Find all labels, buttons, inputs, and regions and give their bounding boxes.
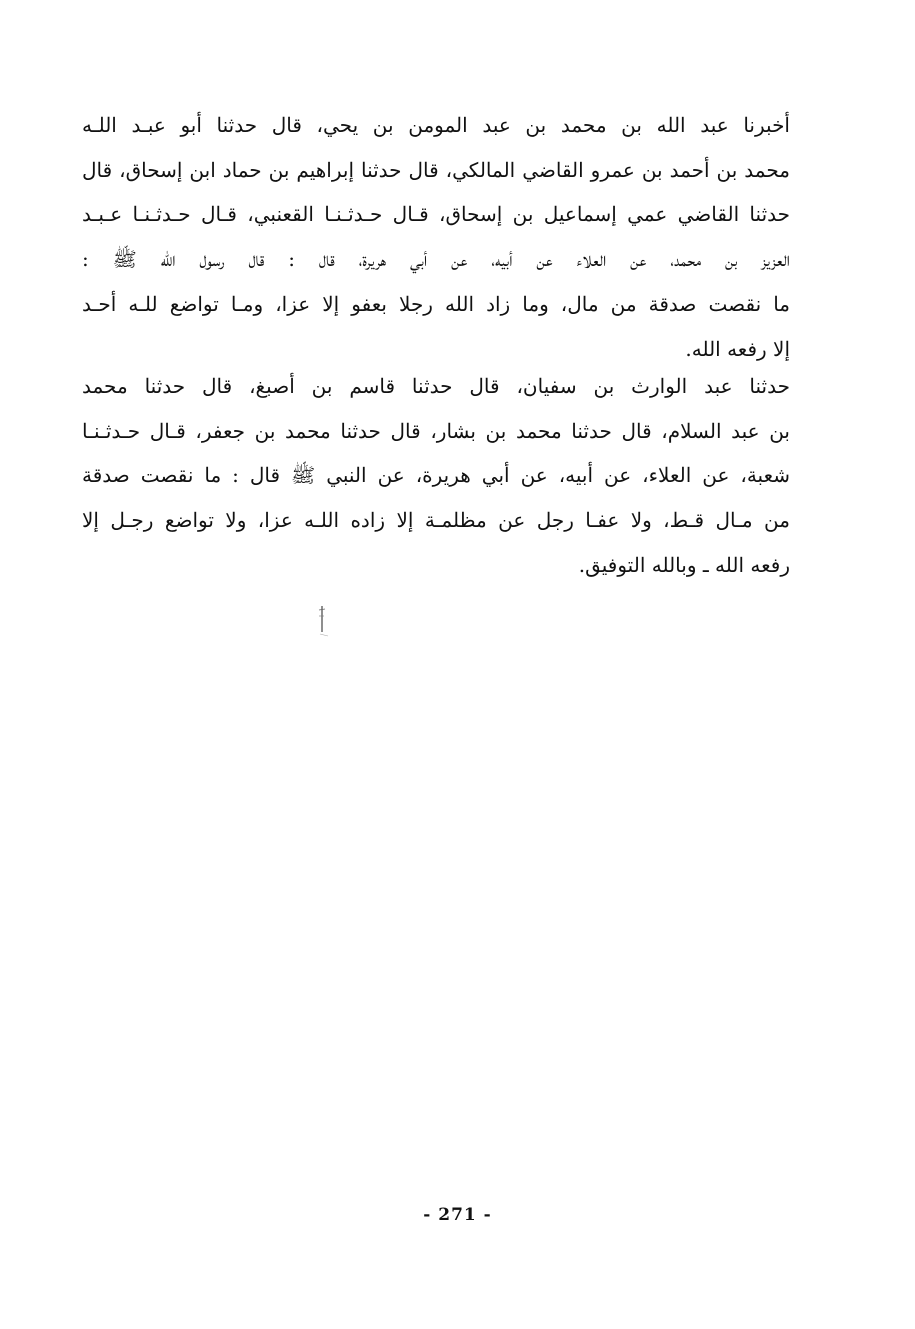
text-line: شعبة، عن العلاء، عن أبيه، عن أبي هريرة، عن النبي ﷺ قال : ما نقصت صدقة (82, 463, 790, 488)
paragraph-1 (82, 103, 790, 371)
text-line: محمد بن أحمد بن عمرو القاضي المالكي، قال حدثنا إبراهيم بن حماد ابن إسحاق، قال (82, 157, 790, 182)
text-line: من مـال قـط، ولا عفـا رجل عن مظلمـة إلا زاده اللـه عزا، ولا تواضع رجـل إلا (82, 508, 790, 533)
text-line: إلا رفعه الله. (685, 336, 790, 361)
text-line: بن عبد السلام، قال حدثنا محمد بن بشار، قال حدثنا محمد بن جعفر، قـال حـدثـنـا (82, 418, 790, 443)
text-line: العزيز بن محمد، عن العلاء عن أبيه، عن أبي هريرة، قال : قال رسول الله ﷺ : (82, 247, 790, 272)
scan-mark-icon (316, 604, 330, 640)
text-line: حدثنا القاضي عمي إسماعيل بن إسحاق، قـال حـدثـنـا القعنبي، قـال حـدثـنـا عـبـد (82, 202, 790, 227)
paragraph-2 (82, 364, 790, 588)
text-line: أخبرنا عبد الله بن محمد بن عبد المومن بن يحي، قال حدثنا أبو عبـد اللـه (82, 113, 790, 137)
text-line: ما نقصت صدقة من مال، وما زاد الله رجلا بعفو إلا عزا، ومـا تواضع للـه أحـد (82, 291, 790, 316)
text-line: رفعه الله ـ وبالله التوفيق. (578, 552, 790, 577)
text-line: حدثنا عبد الوارث بن سفيان، قال حدثنا قاسم بن أصبغ، قال حدثنا محمد (82, 374, 790, 398)
page-number: - 271 - (423, 1205, 492, 1225)
